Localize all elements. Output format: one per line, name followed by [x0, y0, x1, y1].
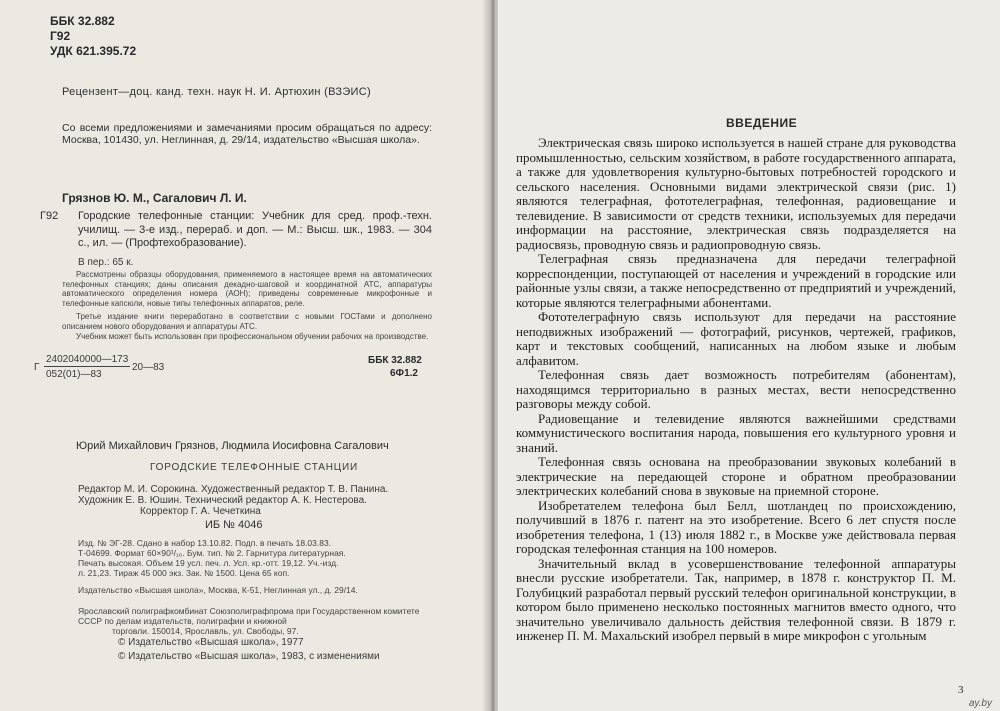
paragraph: Изобретателем телефона был Белл, шотландец по происхождению, получивший в 1876 г. патент на это изобретение. Всего 6 лет спустя после изобретения телефона, 1 (13) июля 1882 г., в Москве уже действовала первая городская телефонная станция на 100 номеров.: [516, 497, 956, 556]
formula-numerator: 2402040000—173: [46, 354, 129, 365]
copyright-line: © Издательство «Высшая школа», 1983, с изменениями: [118, 651, 380, 662]
right-page: [498, 0, 1000, 711]
contact-note: Со всеми предложениями и замечаниями просим обращаться по адресу: Москва, 101430, ул. Неглинная, д. 29/14, издательство «Высшая школа».: [62, 122, 432, 146]
intro-text: [516, 136, 956, 644]
abstract-paragraph-1: Рассмотрены образцы оборудования, применяемого в настоящее время на автоматических телефонных станциях; даны описания декадно-шаговой и координатной АТС, аппаратуры автоматического определения номера (АОН); приведены современные микрофонные и телефонные капсюли, новые типы телефонных аппаратов, реле.: [62, 270, 432, 308]
paragraph: Телеграфная связь предназначена для передачи телеграфной корреспонденции, поступающей от населения и учреждений в городские или районные узлы связи, а также непосредственно от предприятий и учреждений, которые являются телеграфными абонентами.: [516, 251, 956, 310]
printer-line: Ярославский полиграфкомбинат Союзполиграфпрома при Государственном комитете СССР по делам издательств, полиграфии и книжной: [78, 606, 420, 626]
credits: [78, 484, 448, 517]
ib-number: ИБ № 4046: [205, 519, 263, 531]
paragraph: Радиовещание и телевидение являются важнейшими средствами коммунистического воспитания народа, повышения его культурного уровня и знаний.: [516, 410, 956, 455]
print-details: [78, 538, 448, 578]
paragraph: Значительный вклад в усовершенствование телефонной аппаратуры внесли русские изобретатели. Так, например, в 1878 г. конструктор П. М. Голубицкий разработал первый русский телефон оригинальной конструкции, в котором было применено несколько постоянных магнитов вместо одного, что значительно увеличивало дальность действия телефонной связи. В 1879 г. инженер П. М. Махальский изобрел первый в мире микрофон с угольным: [516, 555, 956, 643]
copyrights: [118, 636, 380, 664]
credit-line: Художник Е. В. Юшин. Технический редактор А. К. Нестерова.: [78, 495, 367, 506]
printer-info: [78, 606, 438, 636]
credit-line: Редактор М. И. Сорокина. Художественный редактор Т. В. Панина.: [78, 484, 389, 495]
print-line: Изд. № ЭГ-28. Сдано в набор 13.10.82. Подп. в печать 18.03.83.: [78, 538, 332, 548]
formula-denominator: 052(01)—83: [46, 369, 102, 380]
book-title-caps: ГОРОДСКИЕ ТЕЛЕФОННЫЕ СТАНЦИИ: [150, 462, 358, 473]
abstract-paragraph-3: Учебник может быть использован при профессиональном обучении рабочих на производстве.: [76, 332, 429, 341]
reviewer-line: Рецензент—доц. канд. техн. наук Н. И. Артюхин (ВЗЭИС): [62, 86, 371, 98]
print-line: Печать высокая. Объем 19 усл. печ. л. Усл. кр.-отт. 19,12. Уч.-изд.: [78, 558, 339, 568]
printer-line: торговли. 150014, Ярославль, ул. Свободы, 97.: [112, 626, 299, 636]
classification-codes: [50, 14, 136, 59]
book-description: Городские телефонные станции: Учебник для сред. проф.-техн. училищ. — 3-е изд., перераб. и доп. — М.: Высш. шк., 1983. — 304 с., ил. — (Профтехобразование).: [78, 210, 432, 249]
catalog-code: Г92: [40, 210, 59, 222]
print-line: л. 21,23. Тираж 45 000 экз. Зак. № 1500. Цена 65 коп.: [78, 568, 290, 578]
copyright-icon: ©: [118, 651, 129, 662]
authors-full: Юрий Михайлович Грязнов, Людмила Иосифовна Сагалович: [76, 440, 389, 452]
paragraph: Электрическая связь широко используется в нашей стране для руководства промышленностью, сельским хозяйством, в работе государственного аппарата, а также для удовлетворения культурно-бытовых потребностей городского и сельского населения. Основными видами электрической связи (рис. 1) являются телеграфная, фототелеграфная, телефонная, радиовещание и телевидение. В зависимости от средств техники, используемых для передачи информации на расстояние, электрическая связь подразделяется на радиосвязь, проводную связь и радиопроводную связь.: [516, 135, 956, 252]
watermark: ay.by: [968, 698, 992, 709]
paragraph: Телефонная связь основана на преобразовании звуковых колебаний в электрические на передающей стороне и обратном преобразовании электрических колебаний снова в звуковые на приемной стороне.: [516, 454, 956, 498]
bbk-line: ББК 32.882: [368, 355, 422, 366]
publisher-address: Издательство «Высшая школа», Москва, К-51, Неглинная ул., д. 29/14.: [78, 585, 358, 595]
copyright-line: © Издательство «Высшая школа», 1977: [118, 637, 304, 648]
bbk-right: [368, 354, 422, 380]
copyright-icon: ©: [118, 637, 129, 648]
formula-suffix: 20—83: [132, 362, 165, 373]
code-line: УДК 621.395.72: [50, 44, 137, 58]
left-page: [0, 0, 490, 711]
fraction-line: [44, 366, 130, 367]
formula-prefix: Г: [34, 362, 40, 373]
credit-line: Корректор Г. А. Чечеткина: [140, 506, 261, 517]
code-line: ББК 32.882: [50, 14, 115, 28]
bbk-line: 6Ф1.2: [390, 368, 418, 379]
print-line: Т-04699. Формат 60×90¹/₁₆. Бум. тип. № 2. Гарнитура литературная.: [78, 548, 346, 558]
paragraph: Фототелеграфную связь используют для передачи на расстояние неподвижных изображений — фотографий, рисунков, чертежей, графиков, карт и текстовых сообщений, написанных на любом языке и любым алфавитом.: [516, 309, 956, 368]
code-line: Г92: [50, 29, 71, 43]
paragraph: Телефонная связь дает возможность потребителям (абонентам), находящимся территориально в разных местах, вести непосредственно разговоры между собой.: [516, 367, 956, 411]
abstract-paragraph-2: Третье издание книги переработано в соответствии с новыми ГОСТами и дополнено описанием нового оборудования и аппаратуры АТС.: [62, 312, 432, 331]
price: В пер.: 65 к.: [78, 257, 134, 268]
page-number: 3: [958, 684, 964, 696]
chapter-heading: ВВЕДЕНИЕ: [726, 116, 798, 130]
authors-bold: Грязнов Ю. М., Сагалович Л. И.: [62, 191, 247, 205]
